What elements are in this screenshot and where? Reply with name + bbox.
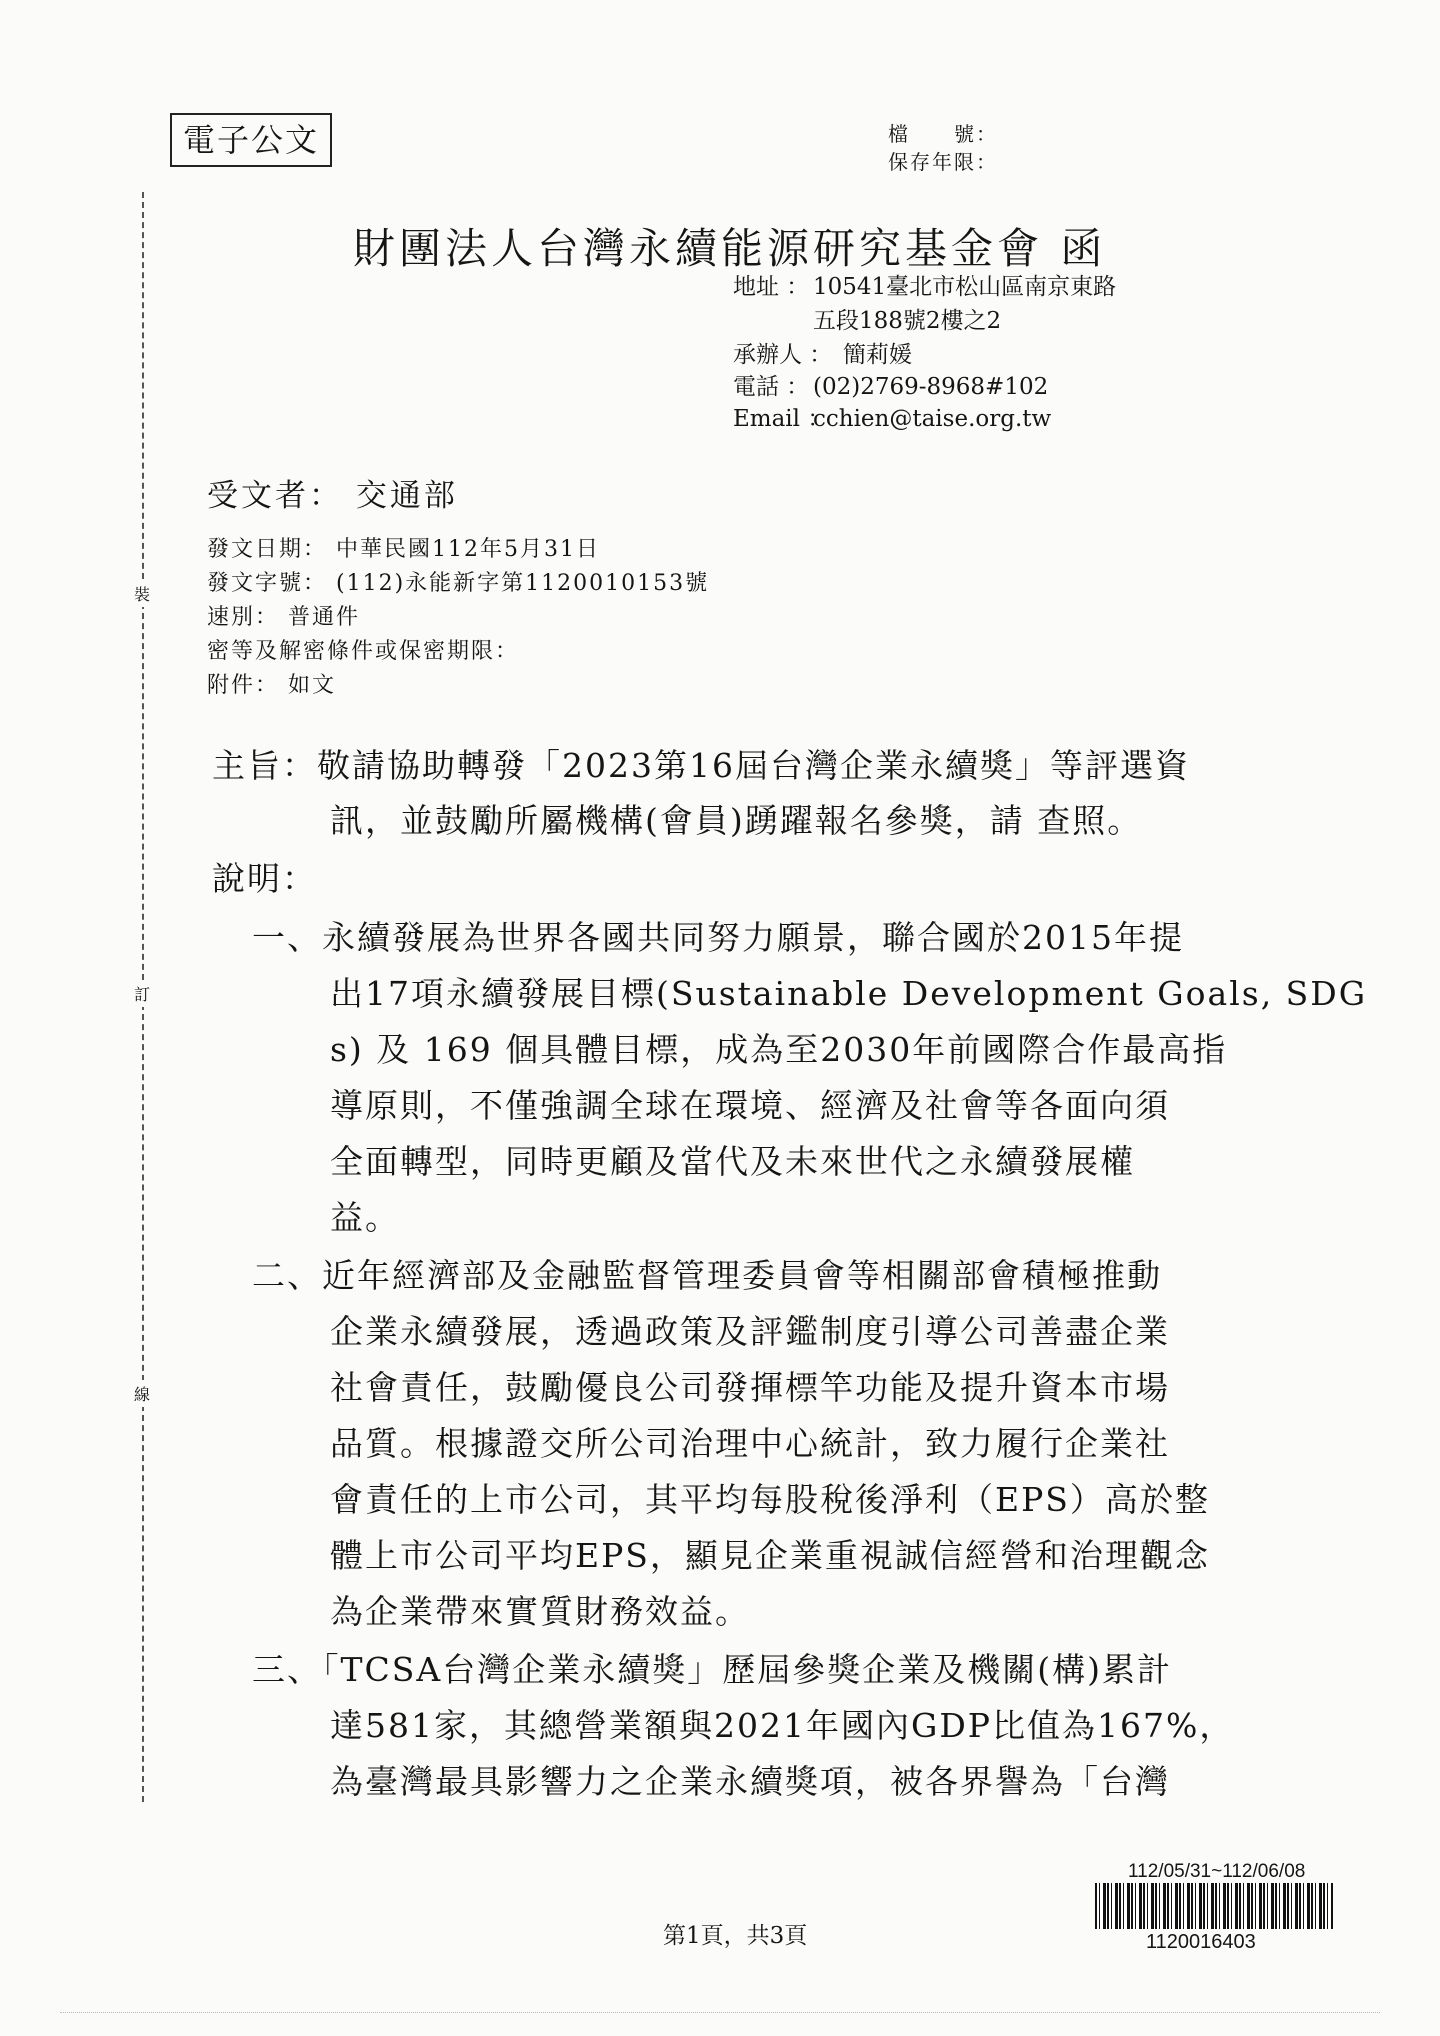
item-1-line: 出17項永續發展目標(Sustainable Development Goals, SDG <box>330 974 1368 1013</box>
address-line-2: 五段188號2樓之2 <box>813 308 1002 334</box>
subject-line-1: 主旨：敬請協助轉發「2023第16屆台灣企業永續獎」等評選資 <box>212 746 1190 785</box>
attachments: 附件： 如文 <box>207 673 336 698</box>
item-2-line: 社會責任，鼓勵優良公司發揮標竿功能及提升資本市場 <box>330 1368 1170 1407</box>
binding-char: 裝 <box>134 580 150 607</box>
binding-char: 線 <box>134 1380 150 1407</box>
issue-date: 發文日期： 中華民國112年5月31日 <box>207 537 600 562</box>
scan-edge-line <box>60 2012 1380 2013</box>
item-3-line: 達581家，其總營業額與2021年國內GDP比值為167%， <box>330 1706 1235 1745</box>
item-1-line: 一、永續發展為世界各國共同努力願景，聯合國於2015年提 <box>252 918 1184 957</box>
binding-char: 訂 <box>134 980 150 1007</box>
item-2-line: 企業永續發展，透過政策及評鑑制度引導公司善盡企業 <box>330 1312 1170 1351</box>
handler-value: 簡莉媛 <box>843 342 912 368</box>
page-number: 第1頁，共3頁 <box>663 1923 808 1949</box>
handler-label: 承辦人 ： <box>733 342 833 368</box>
handler-line <box>733 336 912 369</box>
priority: 速別： 普通件 <box>207 605 360 630</box>
item-3-line: 三、「TCSA台灣企業永續獎」歷屆參獎企業及機關(構)累計 <box>252 1650 1172 1689</box>
item-1-line: s) 及 169 個具體目標，成為至2030年前國際合作最高指 <box>330 1030 1228 1069</box>
item-1-line: 全面轉型，同時更顧及當代及未來世代之永續發展權 <box>330 1142 1135 1181</box>
phone-line <box>733 368 1048 401</box>
email-line <box>733 400 1051 433</box>
item-2-line: 會責任的上市公司，其平均每股稅後淨利（EPS）高於整 <box>330 1480 1210 1519</box>
organization-title: 財團法人台灣永續能源研究基金會 函 <box>353 224 1107 273</box>
electronic-document-badge: 電子公文 <box>170 113 332 167</box>
document-number: 發文字號： (112)永能新字第1120010153號 <box>207 571 710 596</box>
item-1-line: 導原則，不僅強調全球在環境、經濟及社會等各面向須 <box>330 1086 1170 1125</box>
classification: 密等及解密條件或保密期限： <box>207 639 520 664</box>
phone-value: (02)2769-8968#102 <box>813 374 1049 400</box>
barcode <box>1095 1883 1333 1929</box>
file-number-label: 檔 號： <box>888 122 998 146</box>
item-2-line: 體上市公司平均EPS，顯見企業重視誠信經營和治理觀念 <box>330 1536 1210 1575</box>
email-label: Email ： <box>733 406 831 432</box>
item-3-line: 為臺灣最具影響力之企業永續獎項，被各界譽為「台灣 <box>330 1762 1170 1801</box>
receipt-date-range: 112/05/31~112/06/08 <box>1128 1861 1306 1882</box>
item-2-line: 二、近年經濟部及金融監督管理委員會等相關部會積極推動 <box>252 1256 1162 1295</box>
barcode-number: 1120016403 <box>1146 1931 1256 1953</box>
retention-period-label: 保存年限： <box>888 150 998 174</box>
address-label: 地址 ： <box>733 274 810 300</box>
recipient: 受文者： 交通部 <box>207 478 458 514</box>
phone-label: 電話 ： <box>733 374 810 400</box>
subject-line-2: 訊，並鼓勵所屬機構(會員)踴躍報名參獎，請 查照。 <box>330 801 1143 840</box>
item-2-line: 品質。根據證交所公司治理中心統計，致力履行企業社 <box>330 1424 1170 1463</box>
email-value: cchien@taise.org.tw <box>813 406 1052 432</box>
item-2-line: 為企業帶來實質財務效益。 <box>330 1592 750 1631</box>
address-value: 10541臺北市松山區南京東路 <box>813 274 1117 300</box>
address-line <box>733 268 1116 301</box>
explanation-label: 說明： <box>212 859 317 898</box>
item-1-line: 益。 <box>330 1198 400 1237</box>
